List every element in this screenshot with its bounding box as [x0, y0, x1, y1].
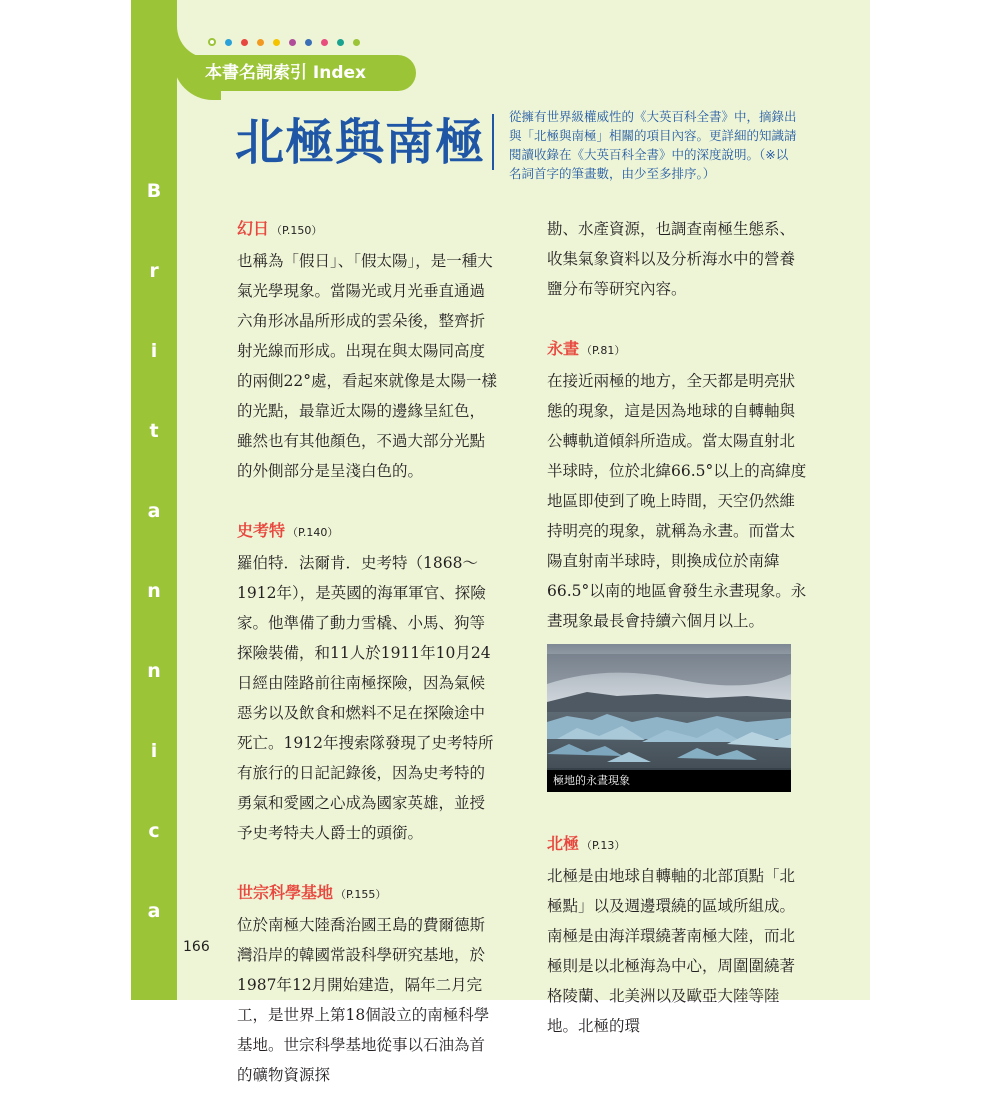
sidebar-letter: n — [147, 660, 161, 682]
decorative-dot — [257, 39, 264, 46]
index-entry — [237, 878, 499, 1090]
sidebar-letter: n — [147, 580, 161, 602]
decorative-dot — [241, 39, 248, 46]
entry-page-ref: （P.140） — [287, 526, 339, 539]
decorative-dot — [337, 39, 344, 46]
polar-photo — [547, 644, 791, 792]
entry-text: 也稱為「假日」、「假太陽」，是一種大氣光學現象。當陽光或月光垂直通過六角形冰晶所形成的雲朵後，整齊折射光線而形成。出現在與太陽同高度的兩側22°處，看起來就像是太陽一樣的光點，最靠近太陽的邊緣呈紅色，雖然也有其他顏色，不過大部分光點的外側部分是呈淺白色的。 — [237, 252, 497, 480]
title-divider — [492, 114, 494, 170]
sidebar-letter: i — [150, 340, 158, 362]
page-title: 北極與南極 — [235, 114, 486, 171]
decorative-dot — [225, 39, 232, 46]
sidebar-letter: i — [150, 740, 158, 762]
index-entry — [237, 516, 499, 848]
entry-term: 世宗科學基地 — [237, 883, 334, 902]
index-entry — [547, 829, 809, 1041]
sidebar-letter: r — [149, 260, 159, 282]
photo-caption: 極地的永晝現象 — [547, 770, 791, 792]
right-column — [547, 214, 809, 1071]
decorative-dot — [208, 38, 216, 46]
page-number: 166 — [183, 939, 210, 955]
entry-term: 幻日 — [237, 219, 270, 238]
decorative-dot — [273, 39, 280, 46]
sidebar-letter: c — [148, 820, 160, 842]
sidebar-vertical-word — [136, 180, 172, 940]
entry-text: 北極是由地球自轉軸的北部頂點「北極點」以及週邊環繞的區域所組成。南極是由海洋環繞著南極大陸，而北極則是以北極海為中心，周圍圍繞著格陵蘭、北美洲以及歐亞大陸等陸地。北極的環 — [547, 867, 796, 1035]
entry-page-ref: （P.81） — [581, 344, 626, 357]
entry-text: 羅伯特．法爾肯．史考特（1868～1912年），是英國的海軍軍官、探險家。他準備了動力雪橇、小馬、狗等探險裝備，和11人於1911年10月24日經由陸路前往南極探險，因為氣候惡劣以及飲食和燃料不足在探險途中死亡。1912年搜索隊發現了史考特所有旅行的日記記錄後，因為史考特的勇氣和愛國之心成為國家英雄，並授予史考特夫人爵士的頭銜。 — [237, 554, 494, 842]
sidebar-letter: B — [146, 180, 162, 202]
entry-text: 位於南極大陸喬治國王島的費爾德斯灣沿岸的韓國常設科學研究基地，於1987年12月開始建造，隔年二月完工，是世界上第18個設立的南極科學基地。世宗科學基地從事以石油為首的礦物資源探 — [237, 916, 490, 1084]
entry-page-ref: （P.13） — [581, 839, 626, 852]
decorative-dot — [353, 39, 360, 46]
intro-text: 從擁有世界級權威性的《大英百科全書》中，摘錄出與「北極與南極」相關的項目內容。更詳細的知識請閱讀收錄在《大英百科全書》中的深度說明。（※以名詞首字的筆畫數，由少至多排序。） — [509, 109, 797, 181]
entry-page-ref: （P.155） — [335, 888, 387, 901]
entry-continuation: 勘、水產資源，也調查南極生態系、收集氣象資料以及分析海水中的營養鹽分布等研究內容。 — [547, 220, 796, 298]
sidebar-letter: t — [149, 420, 159, 442]
left-column — [237, 214, 499, 1120]
decorative-dot — [305, 39, 312, 46]
entry-term: 北極 — [547, 834, 580, 853]
section-label: 本書名詞索引 Index — [205, 63, 367, 83]
entry-term: 史考特 — [237, 521, 286, 540]
sidebar-letter: a — [147, 900, 161, 922]
entry-term: 永晝 — [547, 339, 580, 358]
color-dots — [208, 37, 360, 47]
decorative-dot — [289, 39, 296, 46]
entry-text: 在接近兩極的地方，全天都是明亮狀態的現象，這是因為地球的自轉軸與公轉軌道傾斜所造成。當太陽直射北半球時，位於北緯66.5°以上的高緯度地區即使到了晚上時間，天空仍然維持明亮的現象，就稱為永晝。而當太陽直射南半球時，則換成位於南緯66.5°以南的地區會發生永晝現象。永晝現象最長會持續六個月以上。 — [547, 372, 807, 630]
sidebar-letter: a — [147, 500, 161, 522]
decorative-dot — [321, 39, 328, 46]
index-entry — [237, 214, 499, 486]
index-entry — [547, 334, 809, 636]
entry-page-ref: （P.150） — [271, 224, 323, 237]
